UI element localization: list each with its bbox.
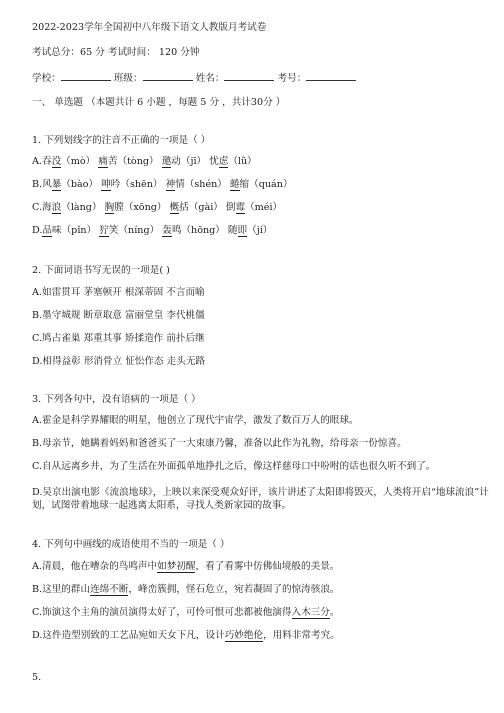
question-3-option-b: B.母亲节，她瞒着妈妈和爸爸买了一大束康乃馨，准备以此作为礼物，给母亲一份惊喜。 bbox=[32, 438, 407, 449]
name-label: 姓名： bbox=[195, 73, 225, 84]
question-2-option-c: C.鸠占雀巢 郑重其事 矫揉造作 前扑后继 bbox=[32, 333, 205, 344]
question-3-stem: 3. 下列各句中，没有语病的一项是（ ） bbox=[32, 394, 201, 405]
name-blank[interactable] bbox=[224, 71, 274, 81]
student-info-row bbox=[32, 71, 490, 85]
school-label: 学校： bbox=[32, 73, 61, 84]
question-4-stem: 4. 下列句中画线的成语使用不当的一项是（ ） bbox=[32, 539, 230, 550]
class-label: 班级： bbox=[113, 73, 143, 84]
question-1-option-b: B.风暴（bào） 呻吟（shēn） 神情（shén） 蜷缩（quán） bbox=[32, 179, 293, 190]
question-3-option-a: A.霍金是科学界耀眼的明星，他创立了现代宇宙学，激发了数百万人的眼球。 bbox=[32, 415, 359, 426]
question-3-option-c: C.自从远离乡井，为了生活在外面孤单地挣扎之后，像这样慈母口中吩咐的话也很久听不到了。 bbox=[32, 461, 436, 472]
question-1-option-a: A.吞没（mò） 痛苦（tòng） 邀动（jī） 忧虑（lǜ） bbox=[32, 156, 257, 167]
question-1-option-c: C.海浪（làng） 胸膛（xōng） 概括（gài） 倒霉（méi） bbox=[32, 202, 283, 213]
question-4-option-c: C.饰演这个主角的演员演得太好了，可怜可恨可悲都被他演得入木三分。 bbox=[32, 607, 340, 618]
question-2-option-b: B.墨守城规 断章取意 富丽堂皇 李代桃僵 bbox=[32, 310, 205, 321]
question-4-option-a: A.清晨，他在嘈杂的鸟鸣声中如梦初醒，看了看雾中仿佛仙境般的美景。 bbox=[32, 561, 340, 572]
question-4-option-d: D.这件造型别致的工艺品宛如天女下凡，设计巧妙绝伦，用料非常考究。 bbox=[32, 630, 340, 641]
question-2-option-d: D.相得益彰 形消骨立 怔忪作态 走头无路 bbox=[32, 356, 206, 367]
number-label: 考号： bbox=[277, 73, 307, 84]
question-4-option-b: B.这里的群山连绵不断，峰峦簇拥，怪石危立，宛若凝固了的惊涛骇浪。 bbox=[32, 584, 340, 595]
question-2-option-a: A.如雷贯耳 茅塞顿开 根深蒂固 不言而喻 bbox=[32, 287, 205, 298]
question-5-stem: 5. bbox=[32, 672, 42, 683]
school-blank[interactable] bbox=[61, 71, 111, 81]
exam-title: 2022-2023学年全国初中八年级下语文人教版月考试卷 bbox=[32, 22, 267, 33]
exam-info: 考试总分：65 分 考试时间： 120 分钟 bbox=[32, 47, 200, 58]
question-2-stem: 2. 下面词语书写无误的一项是( ) bbox=[32, 265, 170, 276]
section-heading: 一、 单选题 （本题共计 6 小题 ，每题 5 分 ，共计30分 ） bbox=[32, 97, 286, 108]
class-blank[interactable] bbox=[143, 71, 193, 81]
number-blank[interactable] bbox=[306, 71, 356, 81]
question-3-option-d: D.吴京出演电影《流浪地球》，上映以来深受观众好评，该片讲述了太阳即将毁灭，人类将开启“地球流浪”计划，试图带着地球一起逃离太阳系，寻找人类新家园的故事。 bbox=[32, 487, 489, 511]
question-1-stem: 1. 下列划线字的注音不正确的一项是（ ） bbox=[32, 135, 211, 146]
question-1-option-d: D.品味（pǐn） 狞笑（níng） 轰鸣（hōng） 随即（jí） bbox=[32, 225, 273, 236]
